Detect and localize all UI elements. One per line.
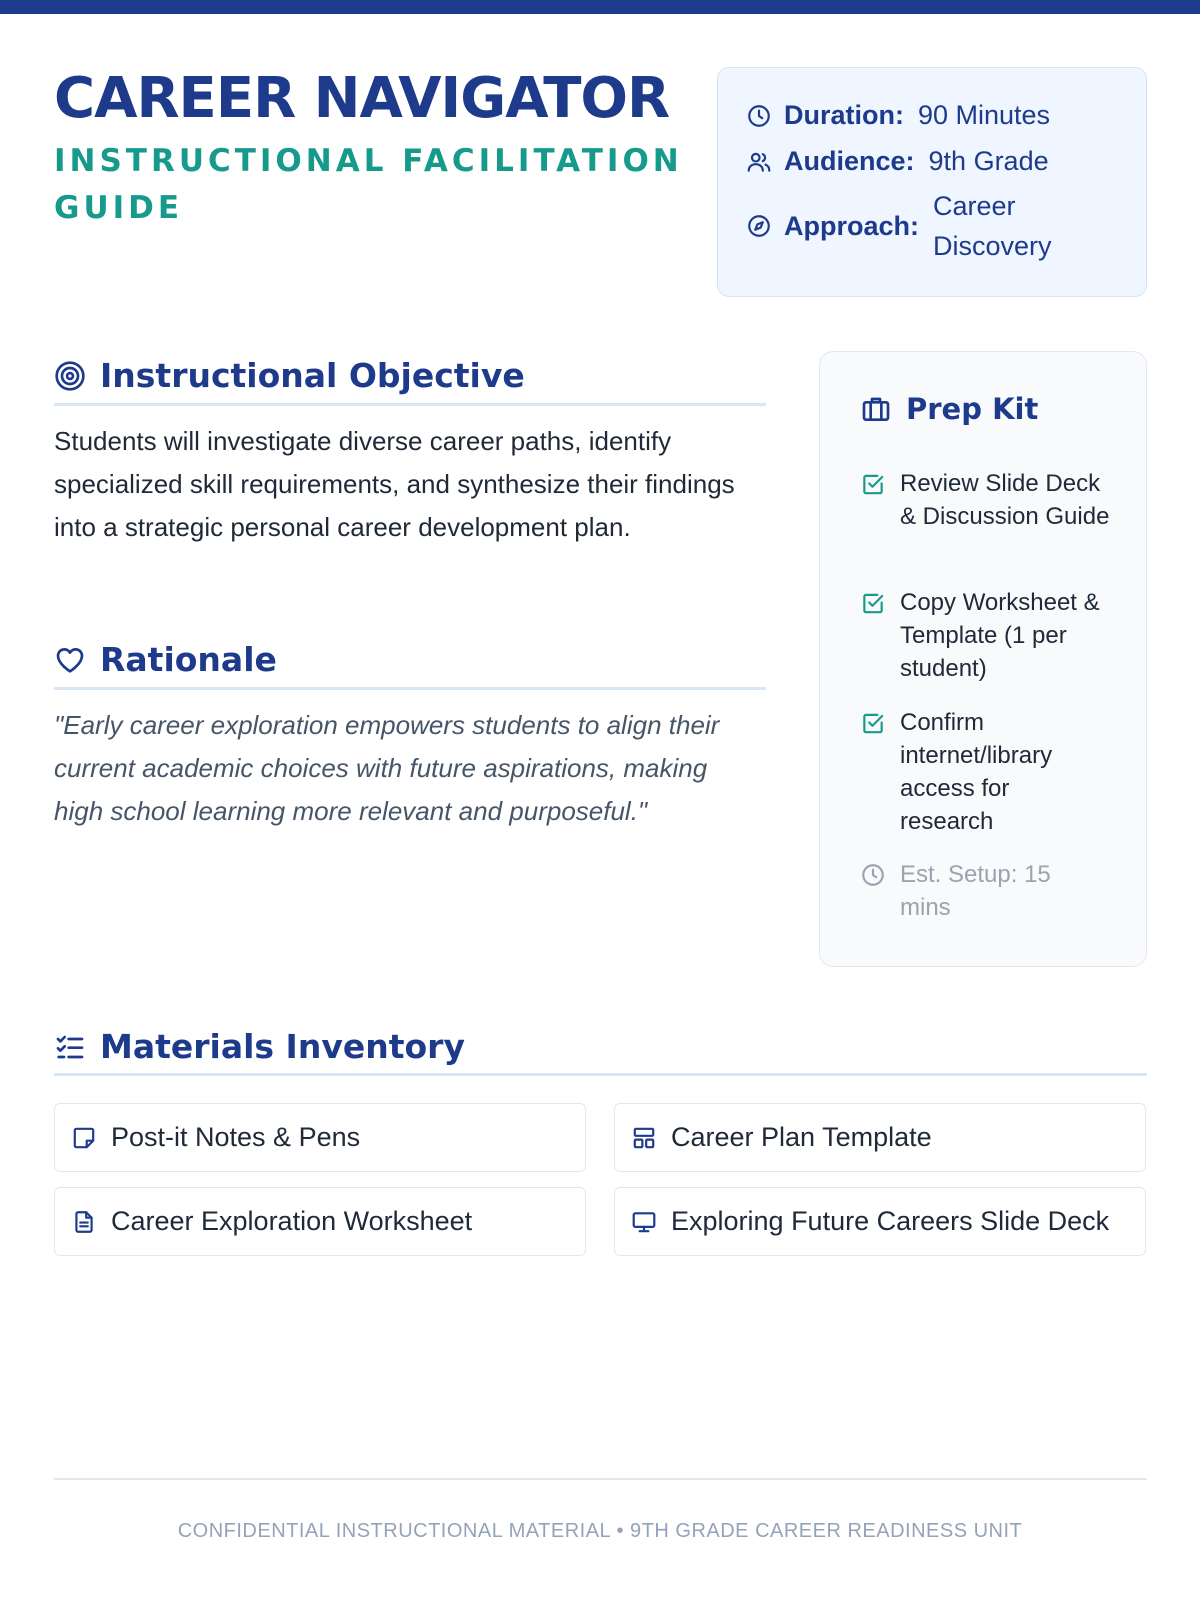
materials-divider <box>54 1073 1147 1076</box>
sticky-note-icon <box>71 1125 97 1151</box>
prep-item-label: Confirm internet/library access for research <box>900 709 1053 835</box>
prep-kit-title: Prep Kit <box>906 392 1039 426</box>
objective-heading <box>54 356 525 395</box>
checklist-icon <box>54 1031 86 1063</box>
rationale-title: Rationale <box>100 640 277 679</box>
objective-title: Instructional Objective <box>100 356 525 395</box>
material-item <box>614 1103 1146 1172</box>
footer-divider <box>54 1478 1147 1480</box>
prep-item-label: Review Slide Deck & Discussion Guide <box>900 470 1110 530</box>
duration-value: 90 Minutes <box>917 100 1051 130</box>
briefcase-icon <box>860 393 892 425</box>
page-title: CAREER NAVIGATOR <box>54 66 670 131</box>
prep-item <box>860 467 1118 533</box>
approach-label: Approach: <box>784 210 919 241</box>
material-label: Career Exploration Worksheet <box>111 1206 473 1236</box>
setup-time-label: Est. Setup: 15 mins <box>900 861 1051 921</box>
objective-text: Students will investigate diverse career paths, identify specialized skill requirements, and synthesize their findings into a strategic personal career development plan. <box>54 426 735 542</box>
target-icon <box>54 360 86 392</box>
meta-duration <box>746 100 1050 131</box>
material-label: Exploring Future Careers Slide Deck <box>671 1206 1110 1236</box>
prep-item <box>860 706 1090 838</box>
compass-icon <box>746 213 772 239</box>
checkbox-checked-icon <box>860 471 886 497</box>
lesson-meta-card <box>717 67 1147 297</box>
checkbox-checked-icon <box>860 710 886 736</box>
material-item <box>614 1187 1146 1256</box>
material-label: Career Plan Template <box>671 1122 932 1152</box>
document-icon <box>71 1209 97 1235</box>
duration-label: Duration: <box>784 100 904 130</box>
approach-value: Career Discovery <box>933 191 1052 261</box>
prep-kit-panel <box>819 351 1147 967</box>
footer-text: CONFIDENTIAL INSTRUCTIONAL MATERIAL • 9TH GRADE CAREER READINESS UNIT <box>177 1520 1023 1542</box>
rationale-quote: "Early career exploration empowers students to align their current academic choices with future aspirations, making high school learning more relevant and purposeful." <box>54 710 720 826</box>
materials-title: Materials Inventory <box>100 1027 465 1066</box>
meta-approach <box>746 186 1068 266</box>
meta-audience <box>746 146 1049 177</box>
prep-item-label: Copy Worksheet & Template (1 per student) <box>900 589 1100 682</box>
rationale-heading <box>54 640 277 679</box>
presentation-icon <box>631 1209 657 1235</box>
materials-heading <box>54 1027 465 1066</box>
clock-icon <box>746 103 772 129</box>
audience-label: Audience: <box>784 146 915 176</box>
top-accent-bar <box>0 0 1200 14</box>
objective-divider <box>54 403 766 406</box>
heart-icon <box>54 644 86 676</box>
prep-item <box>860 586 1118 685</box>
clock-icon <box>860 862 886 888</box>
material-item <box>54 1187 586 1256</box>
prep-setup-time <box>860 858 1070 924</box>
template-icon <box>631 1125 657 1151</box>
checkbox-checked-icon <box>860 590 886 616</box>
rationale-divider <box>54 687 766 690</box>
audience-value: 9th Grade <box>928 146 1049 176</box>
users-icon <box>746 149 772 175</box>
page-subtitle: INSTRUCTIONAL FACILITATION GUIDE <box>54 143 683 226</box>
material-item <box>54 1103 586 1172</box>
prep-kit-heading <box>860 392 1038 426</box>
material-label: Post-it Notes & Pens <box>111 1122 361 1152</box>
